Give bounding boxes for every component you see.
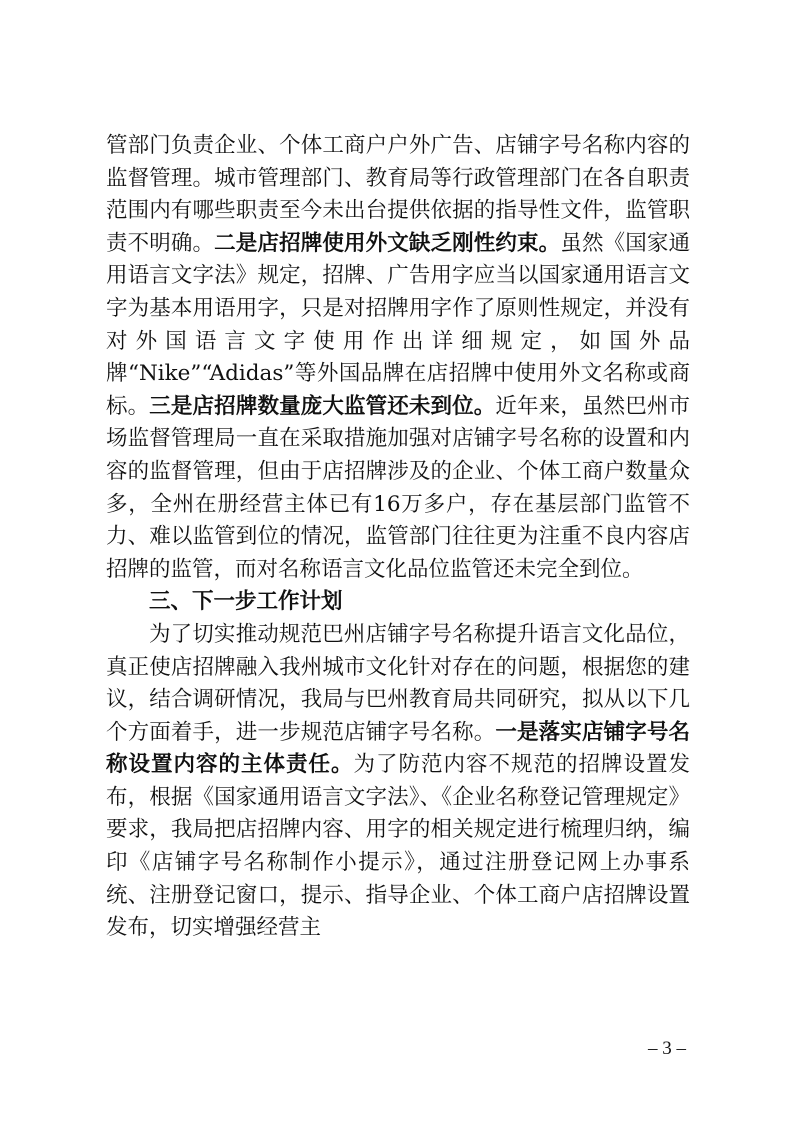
paragraph-text: 虽然《国家通用语言文字法》规定，招牌、广告用字应当以国家通用语言文字为基本用语用字，只是对招牌用字作了原则性规定，并没有对外国语言文字使用作出详细规定，如国外品牌“Nike”“Adidas”等外国品牌在店招牌中使用外文名称或商标。 — [106, 230, 690, 419]
paragraph-work-plan — [106, 619, 690, 945]
paragraph-text: 为了防范内容不规范的招牌设置发布，根据《国家通用语言文字法》、《企业名称登记管理规定》要求，我局把店招牌内容、用字的相关规定进行梳理归纳，编印《店铺字号名称制作小提示》，通过注册登记网上办事系统、注册登记窗口，提示、指导企业、个体工商户店招牌设置发布，切实增强经营主 — [106, 752, 690, 941]
bold-point-two: 二是店招牌使用外文缺乏刚性约束。 — [214, 230, 561, 256]
bold-point-one: 一是落实店铺字号名称设置内容的主体责任。 — [106, 719, 690, 778]
paragraph-text: 为了切实推动规范巴州店铺字号名称提升语言文化品位，真正使店招牌融入我州城市文化针对存在的问题，根据您的建议，结合调研情况，我局与巴州教育局共同研究，拟从以下几个方面着手，进一步规范店铺字号名称。 — [106, 621, 690, 745]
paragraph-text: 管部门负责企业、个体工商户户外广告、店铺字号名称内容的监督管理。城市管理部门、教育局等行政管理部门在各自职责范围内有哪些职责至今未出台提供依据的指导性文件，监管职责不明确。 — [106, 133, 690, 256]
paragraph-text: 近年来，虽然巴州市场监督管理局一直在采取措施加强对店铺字号名称的设置和内容的监督管理，但由于店招牌涉及的企业、个体工商户数量众多，全州在册经营主体已有16万多户，存在基层部门监管不力、难以监管到位的情况，监管部门往往更为注重不良内容店招牌的监管，而对名称语言文化品位监管还未完全到位。 — [106, 393, 690, 582]
bold-point-three: 三是店招牌数量庞大监管还未到位。 — [149, 393, 496, 419]
paragraph-continuation — [106, 130, 690, 586]
body-text — [106, 130, 690, 945]
page-number: – 3 – — [648, 1038, 686, 1059]
section-heading: 三、下一步工作计划 — [149, 589, 343, 615]
